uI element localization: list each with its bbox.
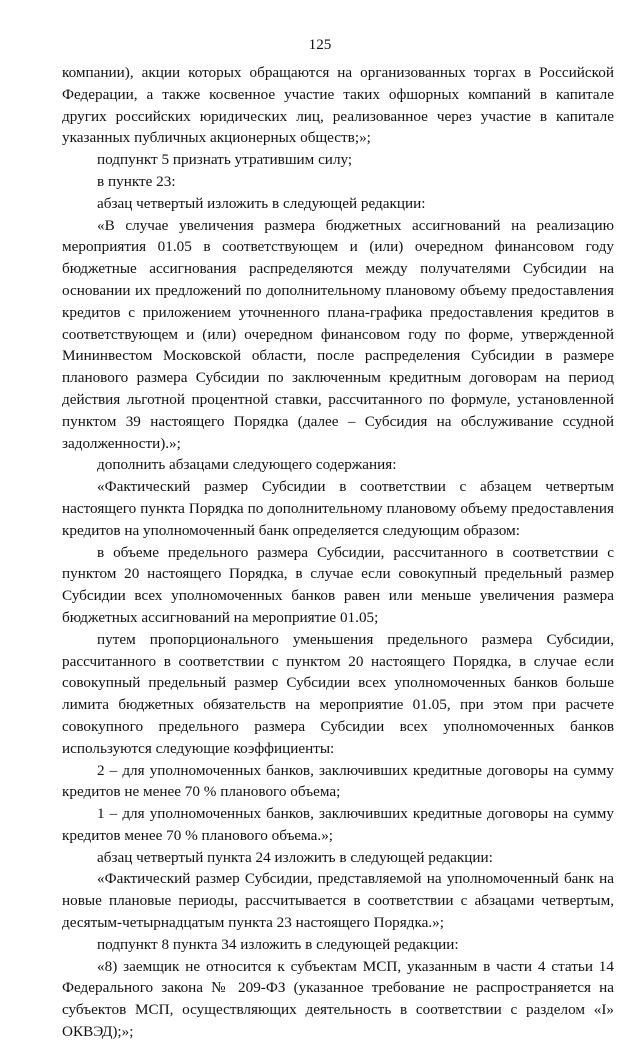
document-body xyxy=(62,62,614,1043)
paragraph: «Фактический размер Субсидии, представляемой на уполномоченный банк на новые плановые периоды, рассчитывается в соответствии с абзацами четвертым, десятым-четырнадцатым пункта 23 настоящего Порядка.»; xyxy=(62,870,614,932)
paragraph: «8) заемщик не относится к субъектам МСП, указанным в части 4 статьи 14 Федерального закона № 209-ФЗ (указанное требование не распространяется на субъектов МСП, осуществляющих деятельность в соответствии с разделом «I» ОКВЭД);»; xyxy=(62,957,614,1041)
paragraph: «В случае увеличения размера бюджетных ассигнований на реализацию мероприятия 01.05 в соответствующем и (или) очередном финансовом году бюджетные ассигнования распределяются между получателями Субсидии на основании их предложений по дополнительному плановому объему предоставления кредитов с приложением уточненного плана-графика предоставления кредитов в соответствующем и (или) очередном финансовом году по форме, утвержденной Мининвестом Московской области, после распределения Субсидии в размере планового размера Субсидии по заключенным кредитным договорам на период действия льготной процентной ставки, рассчитанного по формуле, установленной пунктом 39 настоящего Порядка (далее – Субсидия на обслуживание ссудной задолженности).»; xyxy=(62,216,614,452)
paragraph: абзац четвертый изложить в следующей редакции: xyxy=(97,194,426,212)
paragraph: подпункт 8 пункта 34 изложить в следующей редакции: xyxy=(97,935,459,953)
paragraph: абзац четвертый пункта 24 изложить в следующей редакции: xyxy=(97,848,493,866)
paragraph: 1 – для уполномоченных банков, заключивших кредитные договоры на сумму кредитов менее 70 % планового объема.»; xyxy=(62,805,614,844)
paragraph: подпункт 5 признать утратившим силу; xyxy=(97,151,353,169)
paragraph: в объеме предельного размера Субсидии, рассчитанного в соответствии с пунктом 20 настоящего Порядка, в случае если совокупный предельный размер Субсидии всех уполномоченных банков равен или меньше увеличения размера бюджетных ассигнований на мероприятие 01.05; xyxy=(62,543,614,626)
paragraph: дополнить абзацами следующего содержания: xyxy=(97,456,397,474)
paragraph: компании), акции которых обращаются на организованных торгах в Российской Федерации, а также косвенное участие таких офшорных компаний в капитале других российских юридических лиц, реализованное через участие в капитале указанных публичных акционерных обществ;»; xyxy=(62,64,614,147)
paragraph: путем пропорционального уменьшения предельного размера Субсидии, рассчитанного в соответствии с пунктом 20 настоящего Порядка, в случае если совокупный предельный размер Субсидии всех уполномоченных банков больше лимита бюджетных обязательств на мероприятие 01.05, при этом при расчете совокупного предельного размера Субсидии всех уполномоченных банков используются следующие коэффициенты: xyxy=(62,630,614,757)
page-number: 125 xyxy=(308,36,332,53)
paragraph: «Фактический размер Субсидии в соответствии с абзацем четвертым настоящего пункта Порядка по дополнительному плановому объему предоставления кредитов на уполномоченный банк определяется следующим образом: xyxy=(62,478,614,539)
paragraph: в пункте 23: xyxy=(97,172,176,190)
paragraph: 2 – для уполномоченных банков, заключивших кредитные договоры на сумму кредитов не менее 70 % планового объема; xyxy=(62,761,614,801)
